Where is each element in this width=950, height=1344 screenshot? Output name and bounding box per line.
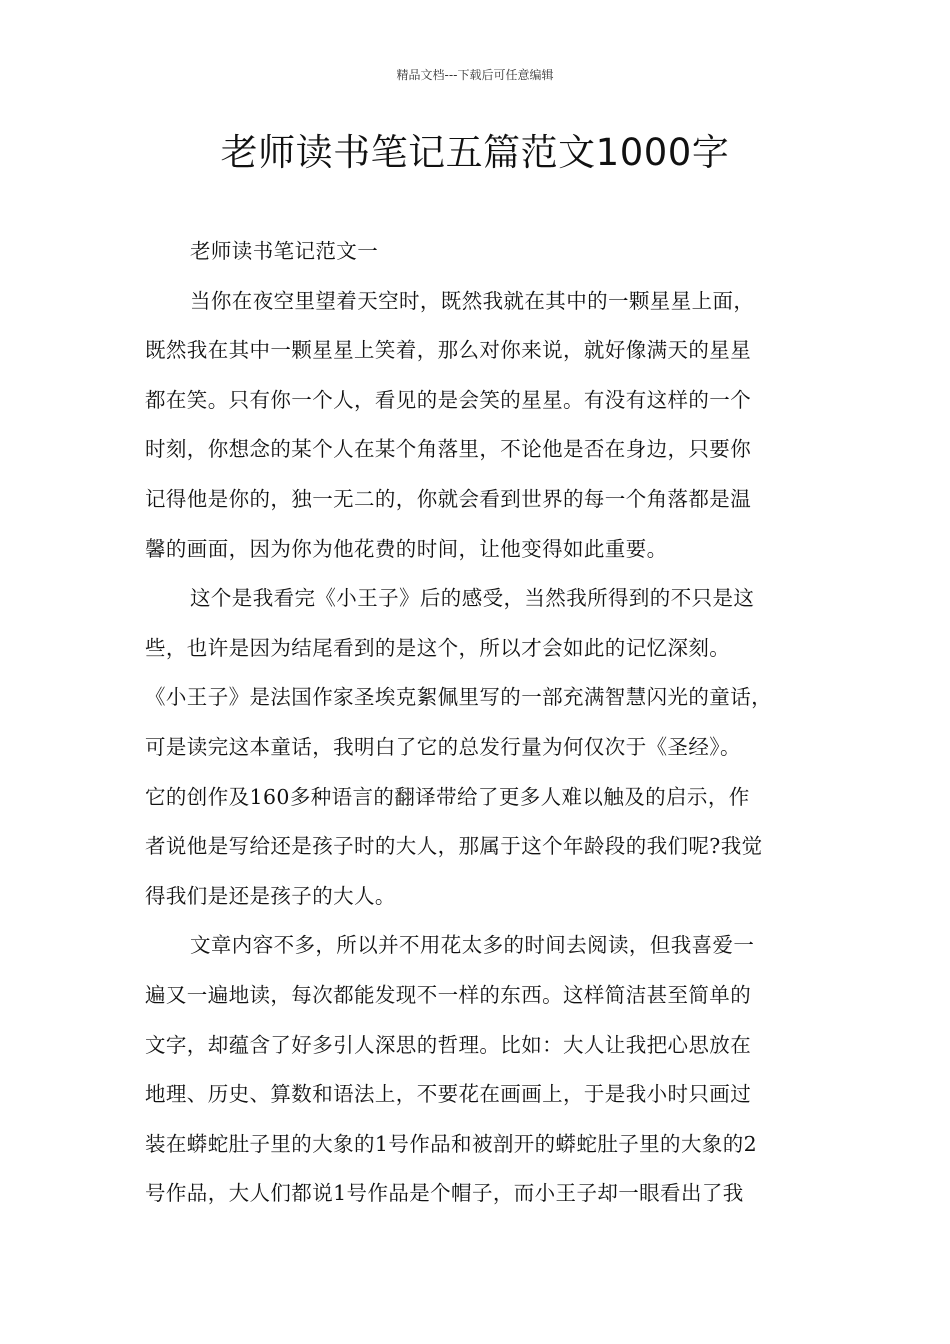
paragraph-line: 当你在夜空里望着天空时，既然我就在其中的一颗星星上面， bbox=[190, 288, 755, 313]
paragraph-line: 文字，却蕴含了好多引人深思的哲理。比如：大人让我把心思放在 bbox=[145, 1032, 752, 1057]
document-title: 老师读书笔记五篇范文1000字 bbox=[220, 131, 730, 174]
paragraph-line: 装在蟒蛇肚子里的大象的1号作品和被剖开的蟒蛇肚子里的大象的2 bbox=[145, 1131, 758, 1156]
paragraph-line: 地理、历史、算数和语法上，不要花在画画上，于是我小时只画过 bbox=[145, 1082, 752, 1107]
paragraph-line: 号作品，大人们都说1号作品是个帽子，而小王子却一眼看出了我 bbox=[145, 1181, 744, 1206]
document-body bbox=[145, 232, 813, 1224]
paragraph-line: 《小王子》是法国作家圣埃克絮佩里写的一部充满智慧闪光的童话， bbox=[145, 685, 772, 710]
paragraph-line: 得我们是还是孩子的大人。 bbox=[145, 883, 396, 908]
page-header-note: 精品文档---下载后可任意编辑 bbox=[396, 68, 554, 82]
paragraph-line: 馨的画面，因为你为他花费的时间，让他变得如此重要。 bbox=[145, 536, 668, 561]
section-heading: 老师读书笔记范文一 bbox=[190, 239, 379, 263]
paragraph-line: 时刻，你想念的某个人在某个角落里，不论他是否在身边，只要你 bbox=[145, 437, 752, 462]
paragraph-line: 些，也许是因为结尾看到的是这个，所以才会如此的记忆深刻。 bbox=[145, 635, 731, 660]
paragraph-line: 都在笑。只有你一个人，看见的是会笑的星星。有没有这样的一个 bbox=[145, 387, 752, 412]
paragraph-line: 记得他是你的，独一无二的，你就会看到世界的每一个角落都是温 bbox=[145, 486, 752, 511]
paragraph-line: 者说他是写给还是孩子时的大人，那属于这个年龄段的我们呢?我觉 bbox=[145, 834, 763, 859]
paragraph-line: 既然我在其中一颗星星上笑着，那么对你来说，就好像满天的星星 bbox=[145, 338, 752, 363]
paragraph-line: 遍又一遍地读，每次都能发现不一样的东西。这样简洁甚至简单的 bbox=[145, 982, 752, 1007]
paragraph-line: 文章内容不多，所以并不用花太多的时间去阅读，但我喜爱一 bbox=[190, 933, 755, 958]
paragraph-line: 这个是我看完《小王子》后的感受，当然我所得到的不只是这 bbox=[190, 586, 755, 611]
paragraph-line: 可是读完这本童话，我明白了它的总发行量为何仅次于《圣经》。 bbox=[145, 734, 741, 759]
paragraph-line: 它的创作及160多种语言的翻译带给了更多人难以触及的启示，作 bbox=[145, 784, 750, 809]
